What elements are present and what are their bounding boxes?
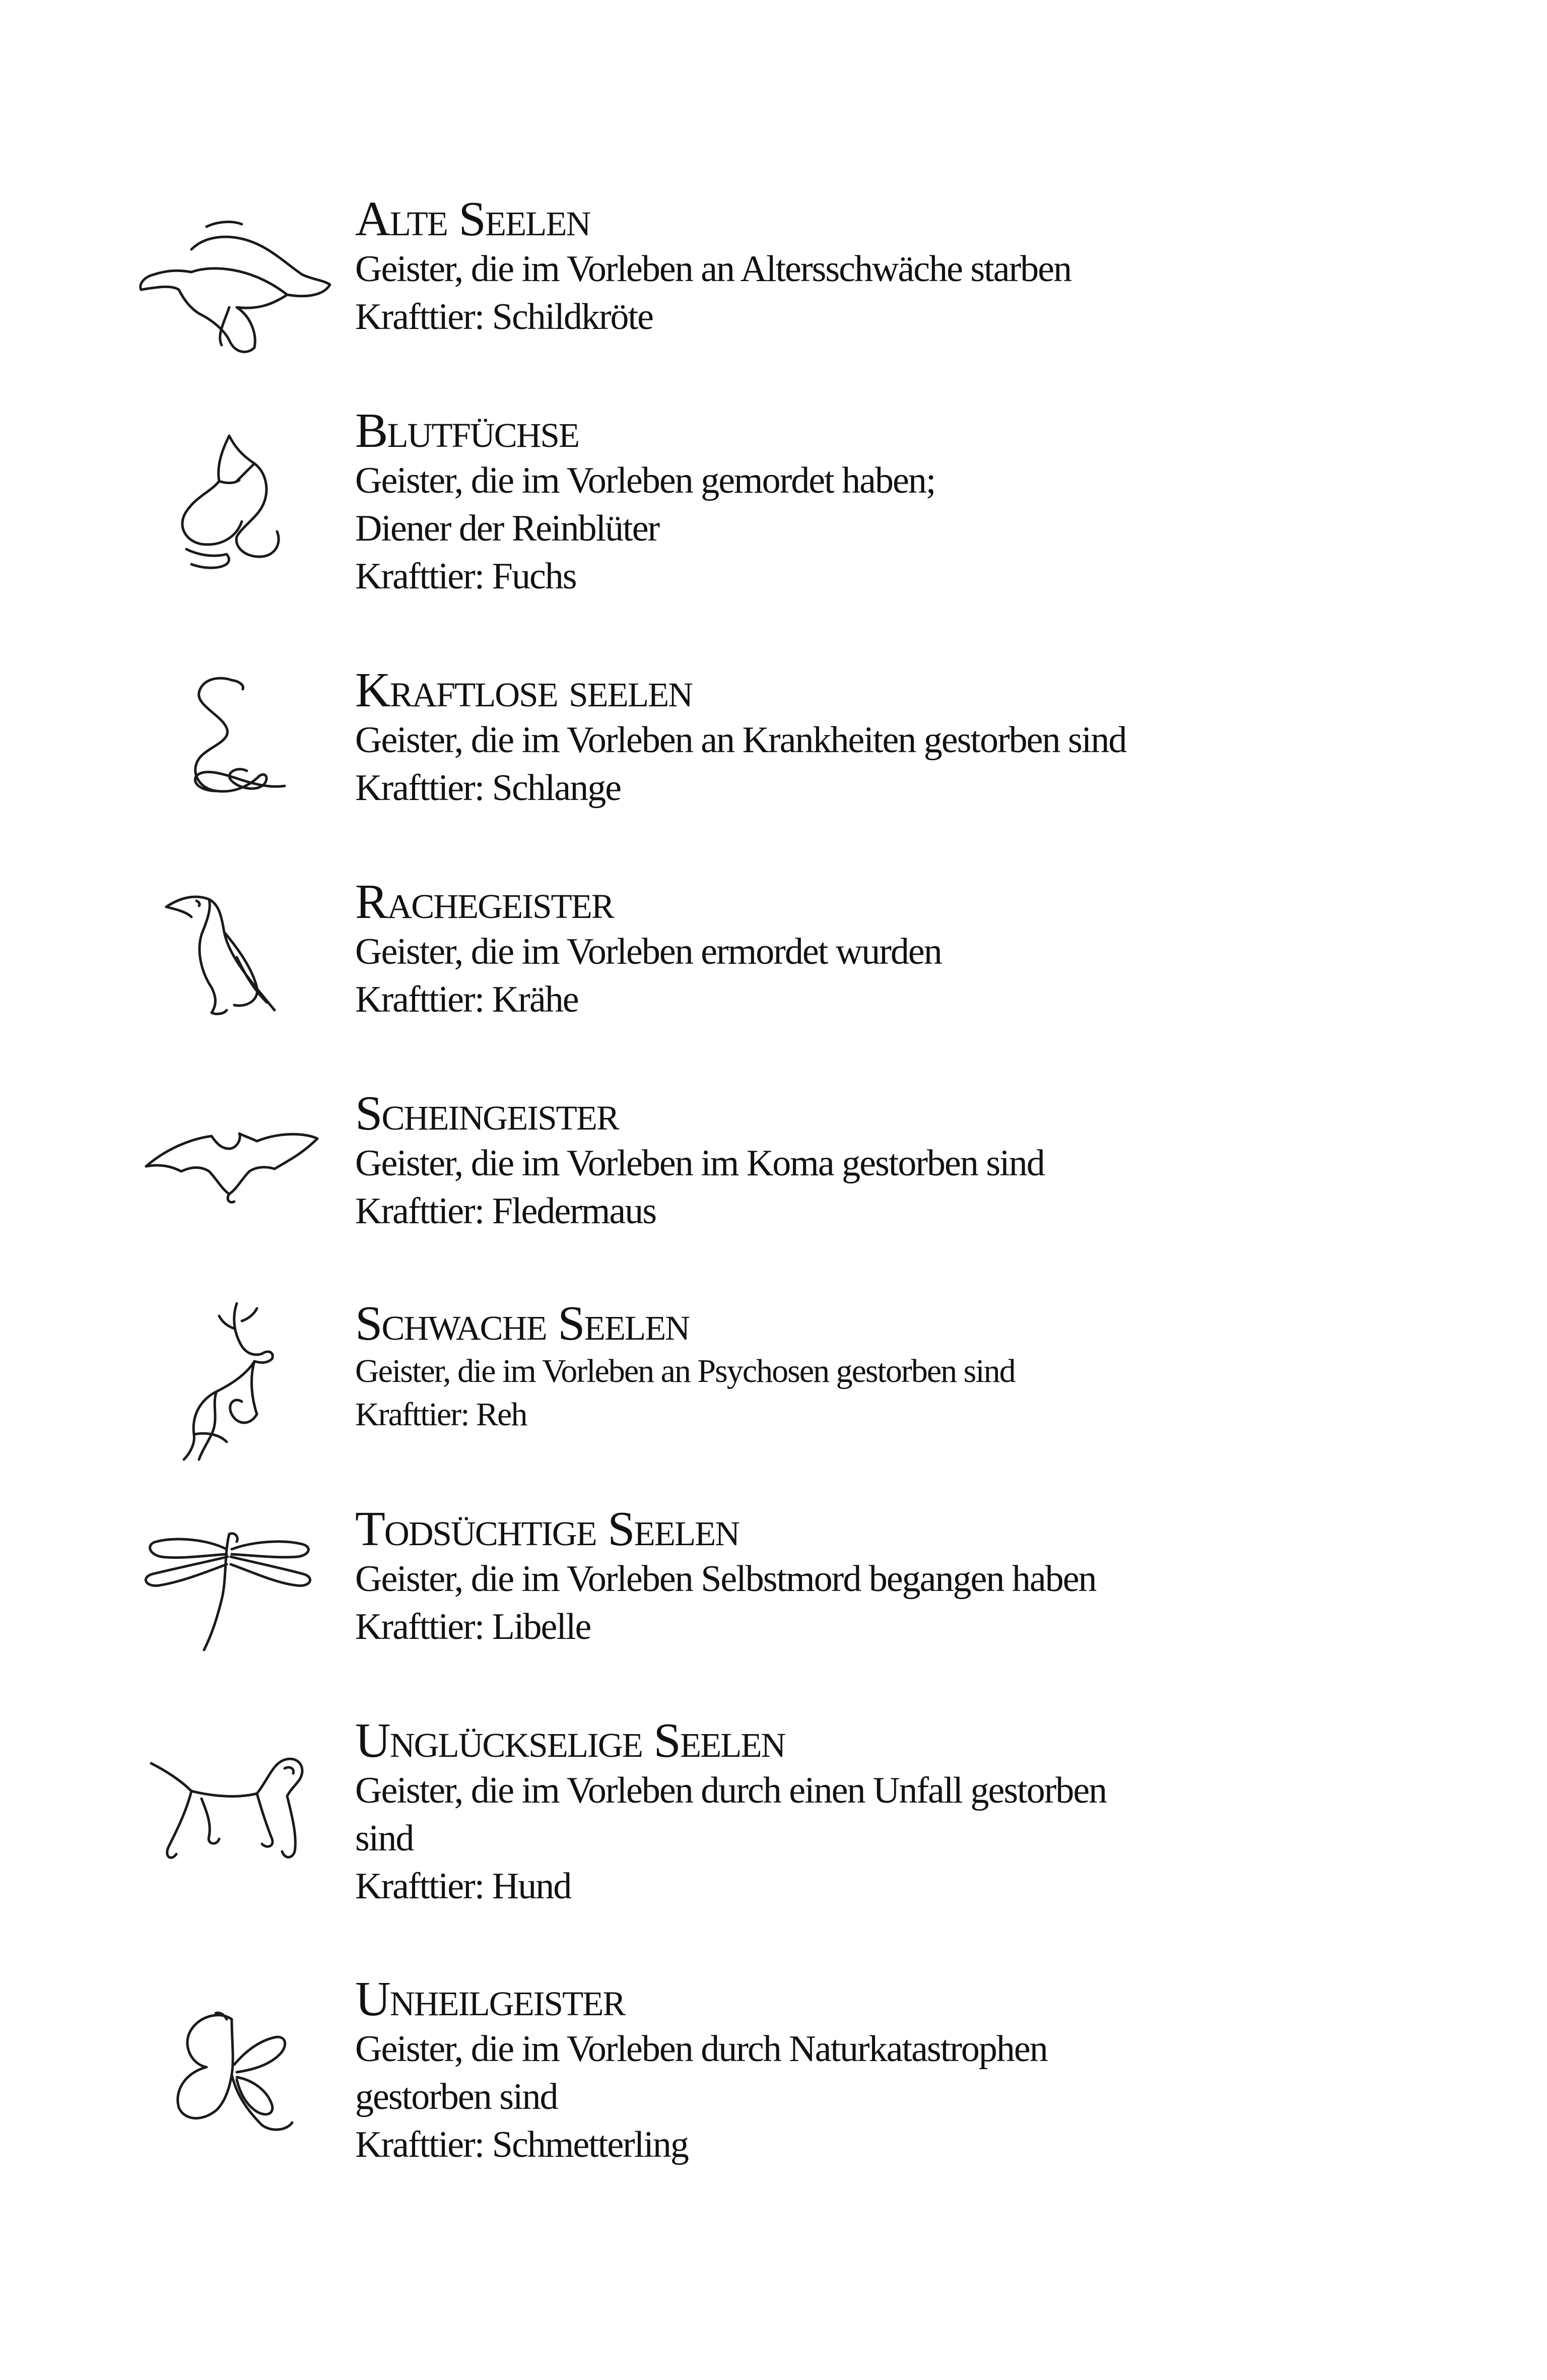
entry-krafttier: Krafttier: Fuchs [355,556,576,597]
entry-krafttier: Krafttier: Libelle [355,1606,591,1647]
entry-krafttier: Krafttier: Schlange [355,767,621,809]
deer-icon [136,1298,327,1465]
entry-description: Geister, die im Vorleben an Psychosen gestorben sind [355,1353,1015,1390]
entry-krafttier: Krafttier: Schildkröte [355,296,653,338]
turtle-icon [136,214,327,365]
snake-icon [136,675,327,806]
entry-description: Geister, die im Vorleben durch einen Unfall gestorben [355,1770,1107,1811]
entry-text [355,1088,1312,1235]
entry-text [355,406,1312,601]
butterfly-icon [136,2009,327,2135]
entry-description: Geister, die im Vorleben an Krankheiten gestorben sind [355,719,1126,761]
entry-title: Schwache Seelen [355,1296,690,1351]
entry-text [355,1974,1312,2169]
entry-title: Kraftlose seelen [355,663,692,717]
entry-description: Diener der Reinblüter [355,508,659,549]
entry-krafttier: Krafttier: Fledermaus [355,1191,656,1232]
bat-icon [136,1118,327,1219]
entry-description: Geister, die im Vorleben gemordet haben; [355,460,935,501]
entry-title: Rachegeister [355,875,614,929]
entry-krafttier: Krafttier: Reh [355,1396,527,1433]
entry-description: Geister, die im Vorleben Selbstmord begangen haben [355,1558,1096,1600]
entry-description: Geister, die im Vorleben ermordet wurden [355,931,941,972]
entry-text [355,877,1312,1024]
entry-text [355,1298,1312,1436]
dog-icon [136,1751,327,1867]
entry-description: Geister, die im Vorleben an Altersschwäche starben [355,248,1071,290]
entry-title: Alte Seelen [355,192,590,246]
entry-description: sind [355,1818,414,1859]
entry-title: Unglückselige Seelen [355,1713,785,1768]
dragonfly-icon [136,1524,327,1655]
entry-krafttier: Krafttier: Krähe [355,979,578,1020]
entry-title: Blutfüchse [355,404,579,458]
entry-text [355,1715,1312,1910]
fox-icon [136,436,327,577]
entry-krafttier: Krafttier: Schmetterling [355,2124,688,2165]
entry-text [355,1504,1312,1651]
entry-title: Unheilgeister [355,1972,625,2026]
entry-text [355,194,1312,341]
entry-text [355,665,1312,812]
entry-title: Todsüchtige Seelen [355,1502,739,1556]
entry-krafttier: Krafttier: Hund [355,1866,571,1907]
entry-title: Scheingeister [355,1086,619,1141]
crow-icon [136,887,327,1028]
entry-description: gestorben sind [355,2076,558,2118]
entry-description: Geister, die im Vorleben im Koma gestorben sind [355,1143,1044,1184]
entry-description: Geister, die im Vorleben durch Naturkatastrophen [355,2028,1047,2070]
